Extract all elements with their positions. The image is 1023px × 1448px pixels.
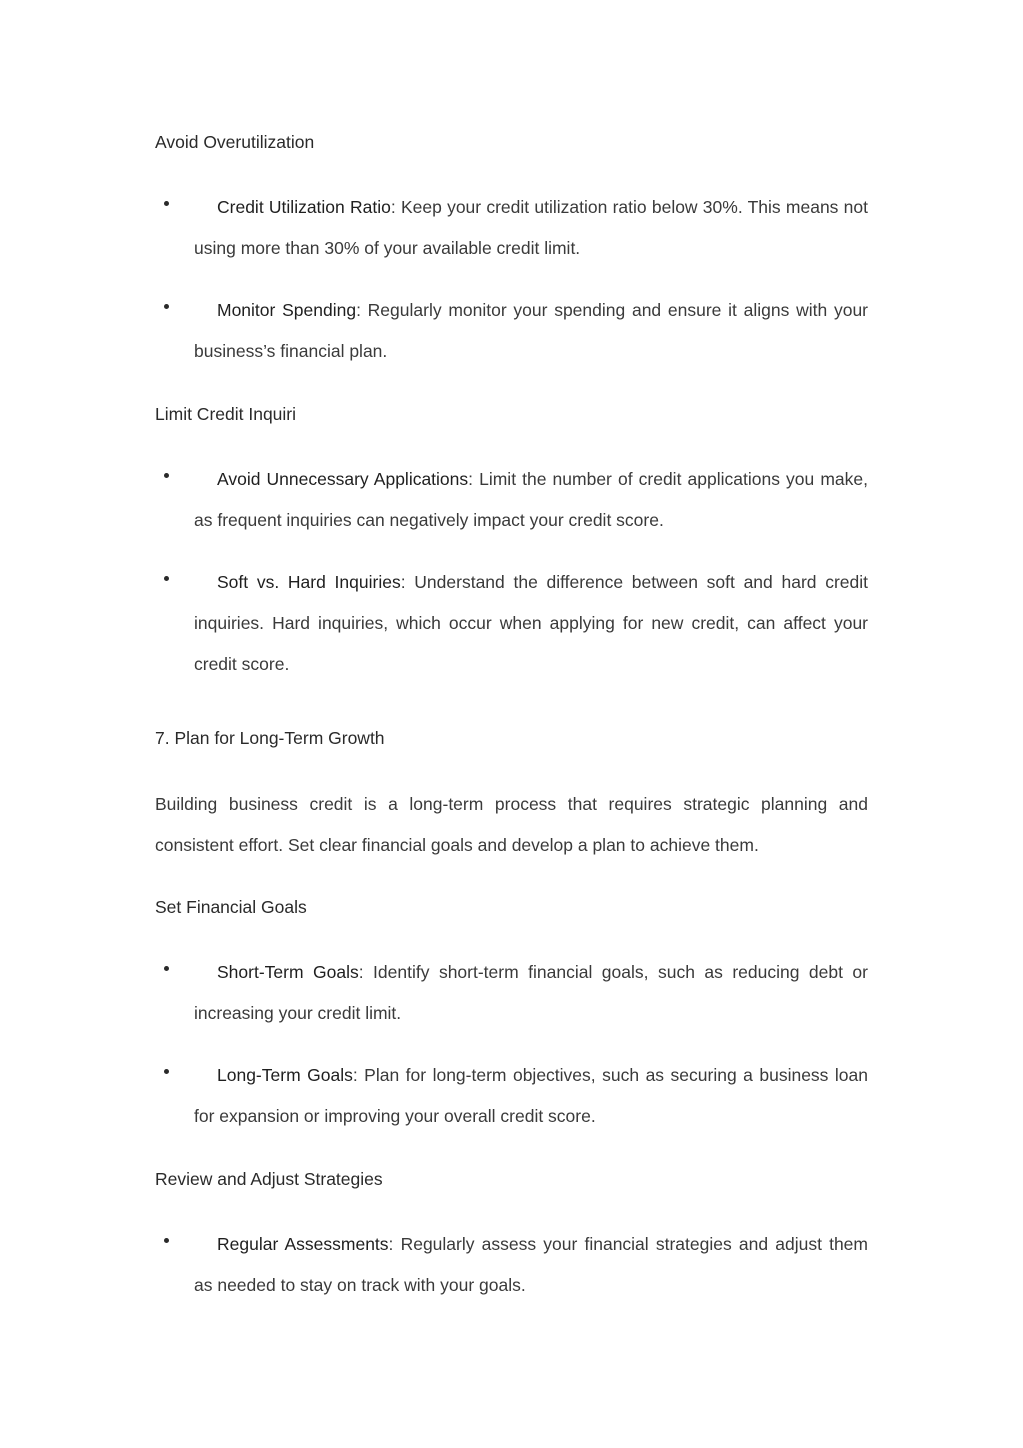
list-item-avoid-unnecessary-applications (155, 459, 868, 541)
bullet-icon (164, 304, 169, 309)
item-description: : Regularly monitor your spending and ensure it aligns with your business’s financial plan. (194, 300, 869, 361)
paragraph-building-business-credit: Building business credit is a long-term process that requires strategic planning and consistent effort. Set clear financial goals and develop a plan to achieve them. (155, 794, 868, 855)
item-description: : Limit the number of credit applications you make, as frequent inquiries can negatively impact your credit score. (194, 469, 868, 530)
term-label: Avoid Unnecessary Applications (217, 469, 469, 489)
section-heading-limit-credit-inquiri: Limit Credit Inquiri (155, 404, 297, 424)
section-heading-review-and-adjust-strategies: Review and Adjust Strategies (155, 1169, 383, 1189)
list-item-credit-utilization-ratio (155, 187, 868, 269)
list-item-short-term-goals (155, 952, 868, 1034)
term-label: Short-Term Goals (217, 962, 359, 982)
list-item-regular-assessments (155, 1224, 868, 1306)
section-heading-avoid-overutilization: Avoid Overutilization (155, 132, 315, 152)
bullet-icon (164, 1238, 169, 1243)
item-description: : Plan for long-term objectives, such as securing a business loan for expansion or improving your overall credit score. (194, 1065, 868, 1126)
item-description: : Identify short-term financial goals, such as reducing debt or increasing your credit limit. (194, 962, 868, 1023)
item-description: : Understand the difference between soft and hard credit inquiries. Hard inquiries, which occur when applying for new credit, can affect your credit score. (194, 572, 869, 674)
item-description: : Regularly assess your financial strategies and adjust them as needed to stay on track with your goals. (194, 1234, 868, 1295)
bullet-icon (164, 1069, 169, 1074)
item-description: : Keep your credit utilization ratio below 30%. This means not using more than 30% of your available credit limit. (194, 197, 868, 258)
bullet-icon (164, 201, 169, 206)
section-heading-plan-long-term-growth: 7. Plan for Long-Term Growth (155, 728, 385, 748)
term-label: Credit Utilization Ratio (217, 197, 391, 217)
term-label: Regular Assessments (217, 1234, 389, 1254)
bullet-icon (164, 966, 169, 971)
list-item-soft-vs-hard-inquiries (155, 562, 868, 685)
bullet-icon (164, 473, 169, 478)
list-item-long-term-goals (155, 1055, 868, 1137)
bullet-icon (164, 576, 169, 581)
term-label: Soft vs. Hard Inquiries (217, 572, 401, 592)
section-heading-set-financial-goals: Set Financial Goals (155, 897, 307, 917)
term-label: Long-Term Goals (217, 1065, 353, 1085)
list-item-monitor-spending (155, 290, 868, 372)
term-label: Monitor Spending (217, 300, 357, 320)
